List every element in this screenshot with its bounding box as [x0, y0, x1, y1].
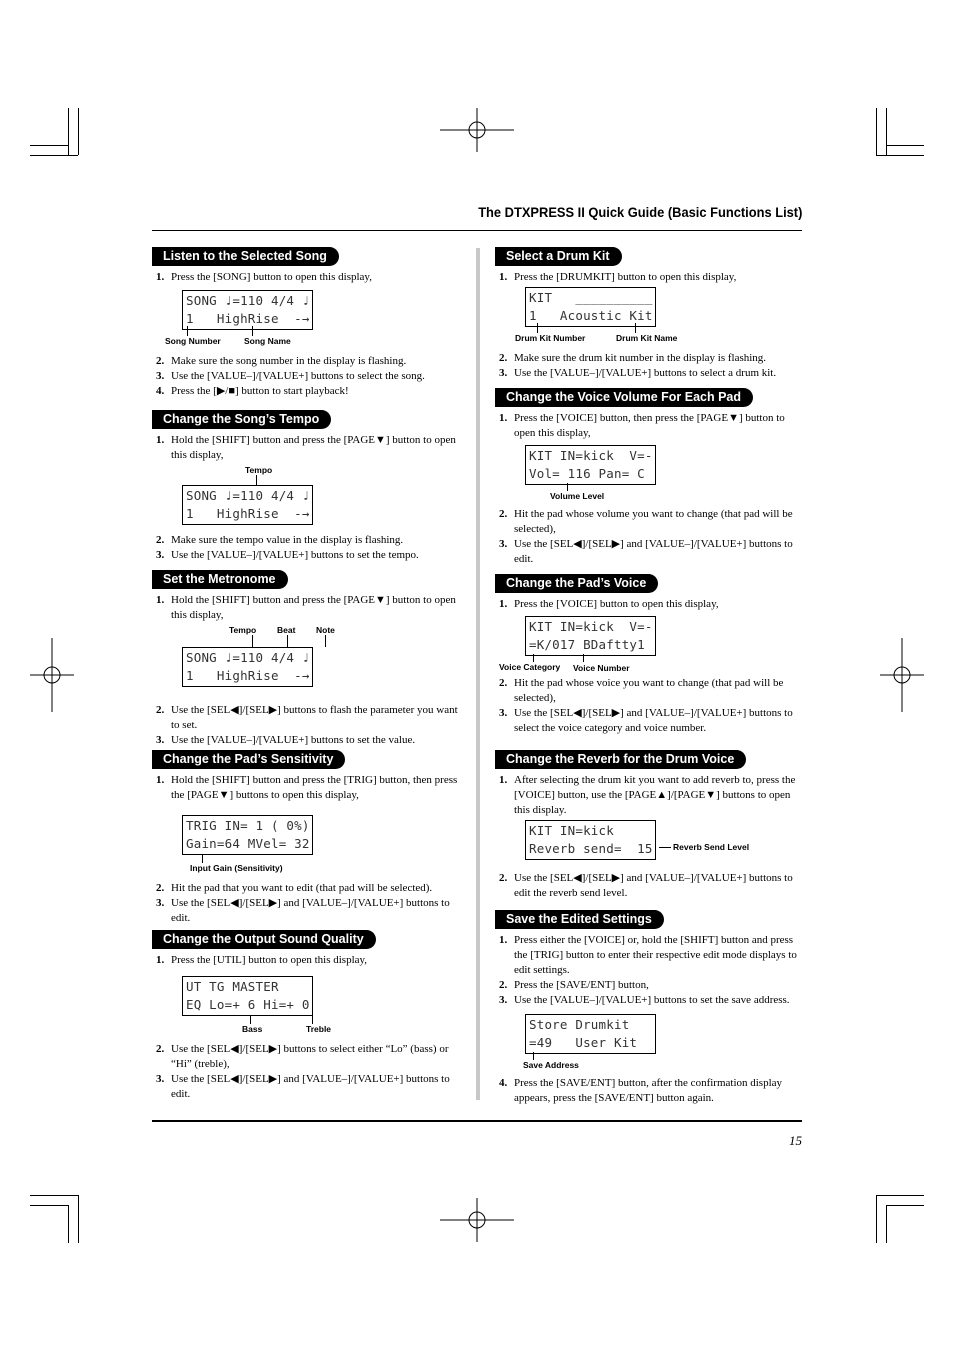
section-title: Change the Output Sound Quality: [152, 930, 376, 949]
step: 3. Use the [SEL◀]/[SEL▶] and [VALUE–]/[VALUE+] buttons to edit.: [156, 1073, 450, 1100]
page-number: 15: [789, 1133, 802, 1148]
caption: Drum Kit Number: [515, 333, 586, 343]
lcd-display: KIT IN=kick Reverb send= 15: [525, 820, 656, 860]
section-title: Listen to the Selected Song: [152, 247, 339, 266]
section-title: Change the Pad’s Sensitivity: [152, 750, 345, 769]
left-column: [152, 247, 462, 1102]
step: 2. Make sure the drum kit number in the display is flashing.: [499, 352, 767, 364]
step: 1. Press the [SONG] button to open this display,: [156, 271, 372, 283]
section-title: Change the Song’s Tempo: [152, 410, 331, 429]
lcd-display: UT TG MASTER EQ Lo=+ 6 Hi=+ 0: [182, 976, 313, 1016]
lcd-display: KIT IN=kick V=- =K/017 BDaftty1: [525, 616, 656, 656]
caption: Reverb Send Level: [673, 842, 750, 852]
step: 3. Use the [SEL◀]/[SEL▶] and [VALUE–]/[VALUE+] buttons to select the voice category and voice number.: [499, 707, 793, 734]
section-title: Save the Edited Settings: [495, 910, 664, 929]
caption: Save Address: [523, 1060, 579, 1070]
step: 1. After selecting the drum kit you want to add reverb to, press the [VOICE] button, use the [PAGE▲]/[PAGE▼] buttons to open this display.: [499, 774, 796, 816]
lcd-display: SONG ♩=110 4/4 ♩ 1 HighRise -→: [182, 647, 313, 687]
step: 3. Use the [VALUE–]/[VALUE+] buttons to select the song.: [156, 370, 425, 382]
caption: Input Gain (Sensitivity): [190, 863, 283, 873]
section-metronome: [152, 570, 462, 750]
step: 1. Hold the [SHIFT] button and press the [PAGE▼] button to open this display,: [156, 434, 456, 461]
step: 1. Hold the [SHIFT] button and press the [PAGE▼] button to open this display,: [156, 594, 456, 621]
step: 2. Use the [SEL◀]/[SEL▶] buttons to select either “Lo” (bass) or “Hi” (treble),: [156, 1043, 449, 1070]
step: 4. Press the [SAVE/ENT] button, after the confirmation display appears, press the [SAVE/ENT] button again.: [499, 1077, 783, 1104]
step: 2. Use the [SEL◀]/[SEL▶] and [VALUE–]/[VALUE+] buttons to edit the reverb send level.: [499, 872, 793, 899]
lcd-display: Store Drumkit =49 User Kit: [525, 1014, 656, 1054]
caption: Treble: [306, 1024, 332, 1034]
caption: Song Name: [244, 336, 291, 346]
step: 2. Hit the pad whose volume you want to change (that pad will be selected),: [499, 508, 793, 535]
lcd-display: KIT __________ 1 Acoustic Kit: [525, 287, 656, 327]
lcd-display: SONG ♩=110 4/4 ♩ 1 HighRise -→: [182, 485, 313, 525]
header-rule: [152, 230, 802, 231]
step: 2. Make sure the song number in the display is flashing.: [156, 355, 407, 367]
caption: Bass: [242, 1024, 263, 1034]
caption: Song Number: [165, 336, 221, 346]
section-output-quality: [152, 930, 462, 1102]
section-pad-voice: [495, 574, 803, 750]
section-title: Set the Metronome: [152, 570, 288, 589]
caption: Drum Kit Name: [616, 333, 678, 343]
step: 3. Use the [VALUE–]/[VALUE+] buttons to select a drum kit.: [499, 367, 777, 379]
caption: Beat: [277, 625, 296, 635]
caption: Voice Category: [499, 662, 561, 672]
step: 2. Hit the pad whose voice you want to change (that pad will be selected),: [499, 677, 784, 704]
lcd-display: TRIG IN= 1 ( 0%) Gain=64 MVel= 32: [182, 815, 313, 855]
section-title: Change the Voice Volume For Each Pad: [495, 388, 753, 407]
step: 1. Press the [VOICE] button, then press the [PAGE▼] button to open this display,: [499, 412, 785, 439]
right-column: [495, 247, 803, 1106]
column-divider: [476, 248, 480, 1100]
step: 3. Use the [VALUE–]/[VALUE+] buttons to set the tempo.: [156, 549, 419, 561]
page-title: The DTXPRESS II Quick Guide (Basic Functions List): [477, 204, 802, 220]
step: 4. Press the [▶/■] button to start playback!: [156, 385, 349, 397]
lcd-display: SONG ♩=110 4/4 ♩ 1 HighRise -→: [182, 290, 313, 330]
section-drum-kit: [495, 247, 803, 388]
section-title: Select a Drum Kit: [495, 247, 622, 266]
section-title: Change the Reverb for the Drum Voice: [495, 750, 746, 769]
section-listen-song: [152, 247, 462, 407]
caption: Tempo: [229, 625, 257, 635]
caption: Note: [316, 625, 335, 635]
lcd-display: KIT IN=kick V=- Vol= 116 Pan= C: [525, 445, 656, 485]
step: 1. Hold the [SHIFT] button and press the [TRIG] button, then press the [PAGE▼] buttons to open this display,: [156, 774, 458, 801]
step: 3. Use the [VALUE–]/[VALUE+] buttons to set the save address.: [499, 994, 790, 1006]
caption: Tempo: [245, 465, 273, 475]
footer-rule: [152, 1120, 802, 1122]
step: 3. Use the [VALUE–]/[VALUE+] buttons to set the value.: [156, 734, 416, 746]
section-save-settings: [495, 910, 803, 1106]
step: 3. Use the [SEL◀]/[SEL▶] and [VALUE–]/[VALUE+] buttons to edit.: [499, 538, 793, 565]
caption: Voice Number: [573, 663, 630, 673]
caption: Volume Level: [550, 491, 605, 501]
step: 1. Press the [UTIL] button to open this display,: [156, 954, 368, 966]
step: 3. Use the [SEL◀]/[SEL▶] and [VALUE–]/[VALUE+] buttons to edit.: [156, 897, 450, 924]
step: 1. Press the [DRUMKIT] button to open this display,: [499, 271, 737, 283]
step: 2. Press the [SAVE/ENT] button,: [499, 979, 649, 991]
section-reverb: [495, 750, 803, 910]
section-title: Change the Pad’s Voice: [495, 574, 658, 593]
step: 1. Press the [VOICE] button to open this display,: [499, 598, 719, 610]
section-voice-volume: [495, 388, 803, 574]
section-song-tempo: [152, 410, 462, 570]
step: 2. Make sure the tempo value in the display is flashing.: [156, 534, 404, 546]
step: 1. Press either the [VOICE] or, hold the [SHIFT] button and press the [TRIG] button to enter their respective edit mode displays to edit settings.: [499, 934, 797, 976]
step: 2. Hit the pad that you want to edit (that pad will be selected).: [156, 882, 433, 894]
step: 2. Use the [SEL◀]/[SEL▶] buttons to flash the parameter you want to set.: [156, 704, 458, 731]
section-pad-sensitivity: [152, 750, 462, 930]
